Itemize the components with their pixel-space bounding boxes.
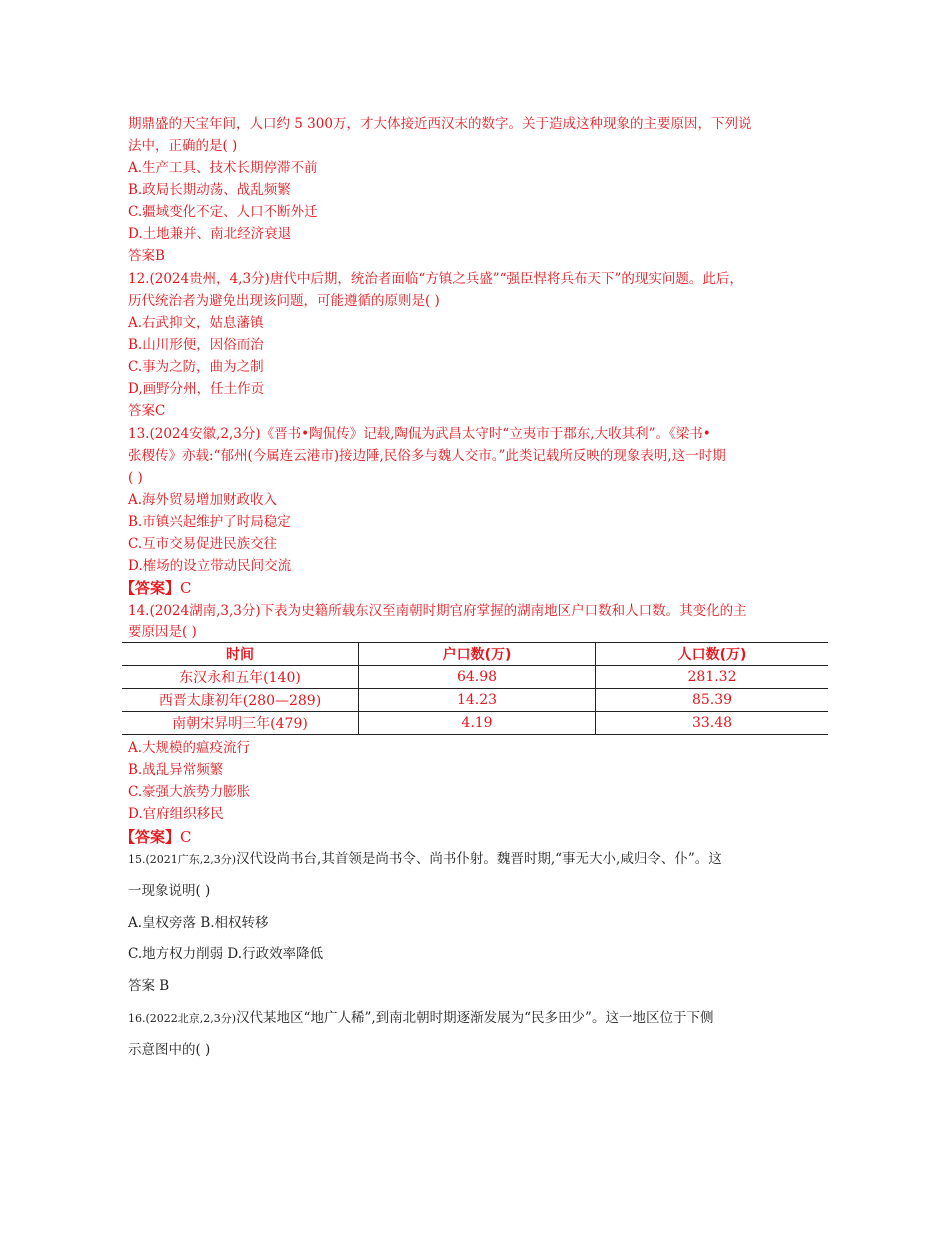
q15-answer: 答案 B [128,978,170,994]
q11-stem-line1: 期鼎盛的天宝年间，人口约 5 300万，才大体接近西汉末的数字。关于造成这种现象的主要原因，下列说 [128,116,752,132]
q11-stem-line2: 法中，正确的是( ) [128,138,238,154]
q13-option-c: C.互市交易促进民族交往 [128,536,278,552]
table-cell: 14.23 [359,689,596,712]
table-cell: 南朝宋昇明三年(479) [122,712,359,735]
table-cell: 东汉永和五年(140) [122,666,359,689]
q16-source: 16.(2022北京,2,3分) [128,1012,237,1025]
q15-options-line1: A.皇权旁落 B.相权转移 [128,915,269,931]
q13-answer-value: C [180,579,192,597]
q16-stem-line2: 示意图中的( ) [128,1042,211,1058]
q14-answer-value: C [180,828,192,846]
q12-stem-line1: 12.(2024贵州，4,3分)唐代中后期，统治者面临“方镇之兵盛”“强臣悍将兵布天下”的现实问题。此后， [128,271,743,287]
q13-option-b: B.市镇兴起维护了时局稳定 [128,514,291,530]
q12-option-c: C.事为之防，曲为之制 [128,359,264,375]
q11-option-d: D.土地兼并、南北经济衰退 [128,226,292,242]
q13-stem-line2: 张稷传》亦载:“郁州(今属连云港市)接边陲,民俗多与魏人交市。”此类记载所反映的现象表明,这一时期 [128,448,726,464]
q14-option-c: C.豪强大族势力膨胀 [128,784,251,800]
q15-stem-line2: 一现象说明( ) [128,883,211,899]
table-cell: 33.48 [596,712,829,735]
q12-option-b: B.山川形便，因俗而治 [128,337,264,353]
table-cell: 西晋太康初年(280—289) [122,689,359,712]
population-table [122,642,828,735]
q15-stem-text: 汉代设尚书台,其首领是尚书令、尚书仆射。魏晋时期,“事无大小,咸归令、仆”。这 [236,851,722,867]
q14-stem-line1: 14.(2024湖南,3,3分)下表为史籍所载东汉至南朝时期官府掌握的湖南地区户口数和人口数。其变化的主 [128,603,747,619]
q16-stem-line1 [128,1008,713,1029]
q14-answer [120,827,192,847]
q15-source: 15.(2021广东,2,3分) [128,853,237,866]
q15-options-line2: C.地方权力削弱 D.行政效率降低 [128,946,324,962]
q15-stem-line1 [128,849,722,870]
q12-stem-line2: 历代统治者为避免出现该问题，可能遵循的原则是( ) [128,293,440,309]
table-row [122,712,828,735]
q12-option-a: A.右武抑文，姑息藩镇 [128,315,264,331]
q14-option-b: B.战乱异常频繁 [128,762,224,778]
q12-option-d: D,画野分州，任土作贡 [128,381,265,397]
q13-answer-label: 【答案】 [120,579,181,597]
table-cell: 85.39 [596,689,829,712]
table-cell: 64.98 [359,666,596,689]
q14-option-a: A.大规模的瘟疫流行 [128,740,251,756]
q11-option-c: C.疆域变化不定、人口不断外迁 [128,204,318,220]
table-cell: 4.19 [359,712,596,735]
table-row [122,666,828,689]
q14-stem-line2: 要原因是( ) [128,624,197,640]
table-row [122,689,828,712]
q13-stem-line1: 13.(2024安徽,2,3分)《晋书•陶侃传》记载,陶侃为武昌太守时“立夷市于郡东,大收其利”。《梁书• [128,426,711,442]
q14-answer-label: 【答案】 [120,828,181,846]
table-header-households: 户口数(万) [359,643,596,666]
q16-stem-text: 汉代某地区“地广人稀”,到南北朝时期逐渐发展为“民多田少”。这一地区位于下侧 [236,1010,714,1026]
q12-answer: 答案C [128,403,166,419]
q13-answer [120,578,192,598]
q11-option-a: A.生产工具、技术长期停滞不前 [128,160,318,176]
table-header-row [122,643,828,666]
q13-stem-line3: ( ) [128,470,143,486]
q11-answer: 答案B [128,248,165,264]
q11-option-b: B.政局长期动荡、战乱频繁 [128,182,291,198]
table-header-population: 人口数(万) [596,643,829,666]
q14-option-d: D.官府组织移民 [128,806,224,822]
q13-option-a: A.海外贸易增加财政收入 [128,492,278,508]
table-header-time: 时间 [122,643,359,666]
q13-option-d: D.榷场的设立带动民间交流 [128,558,292,574]
table-cell: 281.32 [596,666,829,689]
